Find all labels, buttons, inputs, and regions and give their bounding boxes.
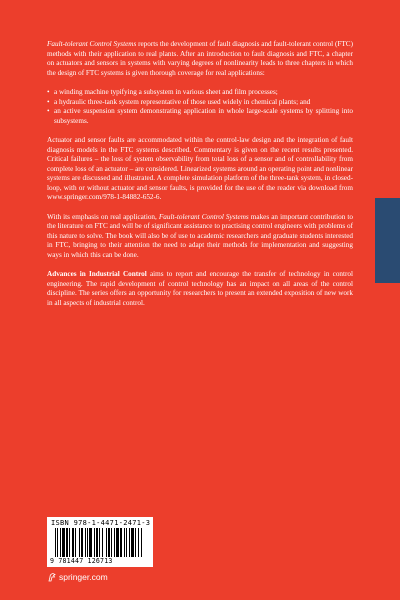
faults-paragraph: Actuator and sensor faults are accommodated within the control-law design and the integration of fault diagnosis models in the FTC systems described. Commentary is given on the recent results presented. Critical failures – the loss of system observability from total loss of a sensor and of controllability from complete loss of an actuator – are considered. Linearized systems around an operating point and nonlinear systems are discussed and illustrated. A complete simulation platform of the three-tank system, in closed-loop, with or without actuator and sensor faults, is provided for the use of the reader via download from www.springer.com/978-1-84882-652-6. <box>47 136 353 201</box>
series-paragraph: Advances in Industrial Control aims to report and encourage the transfer of technology in control engineering. The rapid development of control technology has an impact on all areas of the control discipline. The series offers an opportunity for researchers to present an extended exposition of new work in all aspects of industrial control. <box>47 270 353 307</box>
applications-list <box>47 88 353 126</box>
list-item: • an active suspension system demonstrating application in whole large-scale systems by splitting into subsystems. <box>47 107 353 126</box>
list-item: • a hydraulic three-tank system representative of those used widely in chemical plants; and <box>47 98 353 108</box>
ean-digits: 9 781447 126713 <box>50 557 113 565</box>
publisher-logo <box>47 572 108 582</box>
spine-color-tab <box>375 198 400 283</box>
springer-horse-icon <box>47 572 57 582</box>
publisher-url: springer.com <box>59 572 108 582</box>
series-name: Advances in Industrial Control <box>47 270 147 278</box>
book-title: Fault-tolerant Control Systems <box>47 40 137 48</box>
list-item: • a winding machine typifying a subsystem in various sheet and film processes; <box>47 88 353 98</box>
barcode <box>47 517 153 567</box>
back-cover-text <box>47 40 353 318</box>
intro-paragraph: Fault-tolerant Control Systems reports the development of fault diagnosis and fault-tolerant control (FTC) methods with their application to real plants. After an introduction to fault diagnosis and FTC, a chapter on actuators and sensors in systems with varying degrees of nonlinearity leads to three chapters in which the design of FTC systems is given thorough coverage for real applications: <box>47 40 353 77</box>
book-title: Fault-tolerant Control Systems <box>158 212 249 221</box>
barcode-bars <box>55 528 149 557</box>
emphasis-paragraph: With its emphasis on real application, Fault-tolerant Control Systems makes an important contribution to the literature on FTC and will be of significant assistance to practising control engineers with problems of this nature to solve. The book will also be of use to academic researchers and graduate students interested in FTC, bringing to their attention the need to adapt their methods for implementation and suggesting ways in which this can be done. <box>47 212 353 259</box>
isbn-label: ISBN 978-1-4471-2471-3 <box>51 519 151 527</box>
